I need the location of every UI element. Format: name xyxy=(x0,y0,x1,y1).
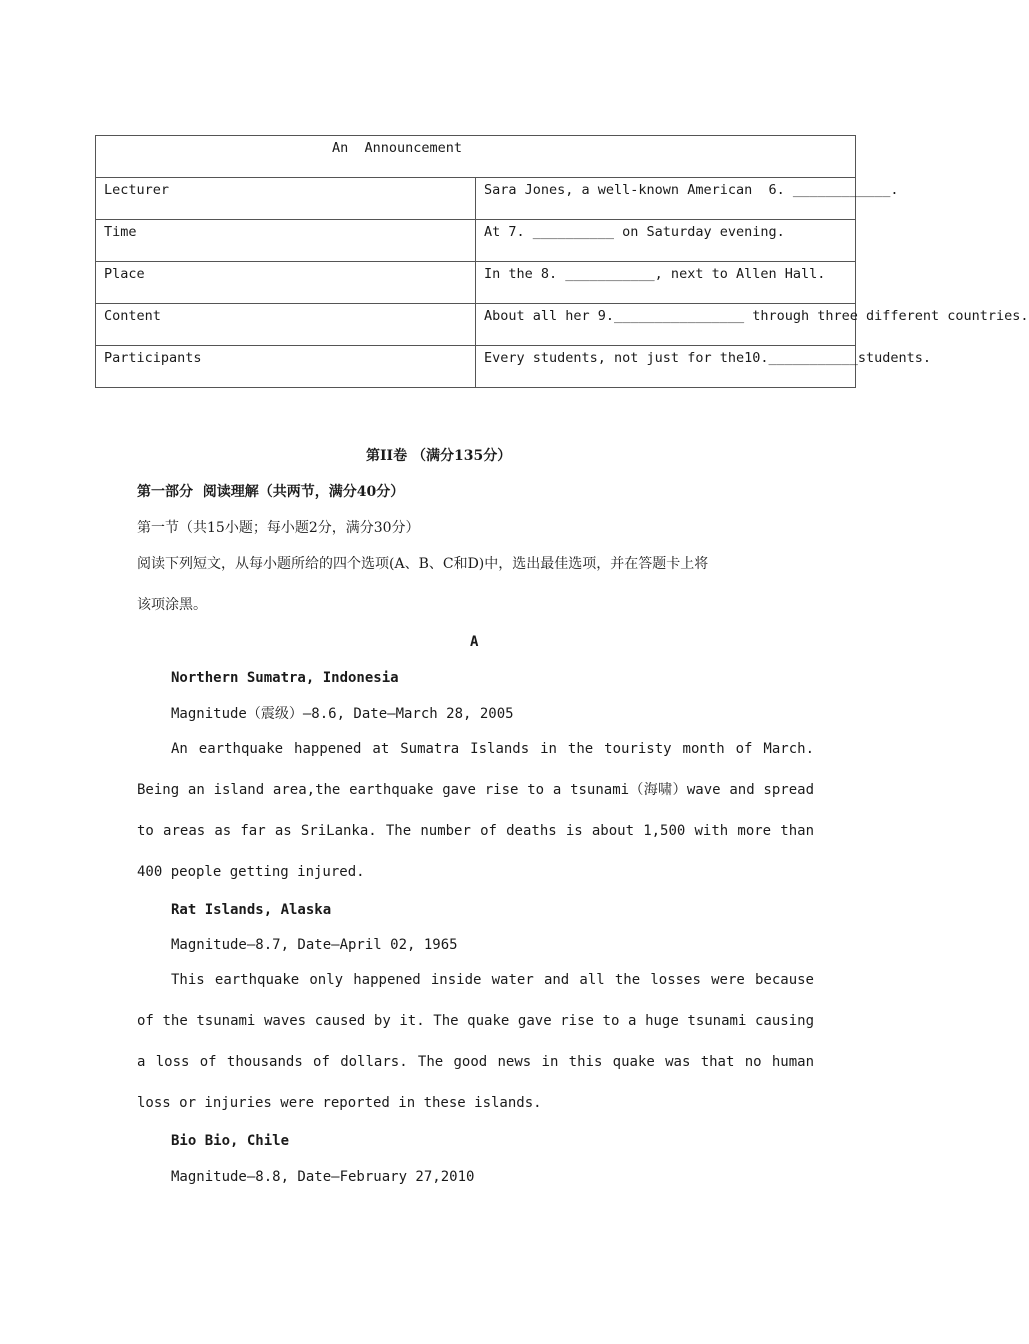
announcement-title: An Announcement xyxy=(96,136,856,178)
row-label: Lecturer xyxy=(96,178,476,220)
entry-body: An earthquake happened at Sumatra Islands in the touristy month of March. Being an island area,the earthquake gave rise to a tsunami（海啸）wave and spread to areas as far as SriLanka. The number of deaths is about 1,500 with more than 400 people getting injured. xyxy=(137,741,814,880)
entry-heading: Rat Islands, Alaska xyxy=(171,902,332,918)
passage-letter: A xyxy=(470,634,479,650)
entry-magnitude: Magnitude—8.8, Date—February 27,2010 xyxy=(171,1169,475,1185)
row-label: Time xyxy=(96,220,476,262)
entry-heading: Northern Sumatra, Indonesia xyxy=(171,670,399,686)
instruction-line-1: 阅读下列短文，从每小题所给的四个选项(A、B、C和D)中，选出最佳选项，并在答题卡上将 xyxy=(137,556,709,572)
row-value: Every students, not just for the10.___________students. xyxy=(476,346,856,388)
row-label: Content xyxy=(96,304,476,346)
entry-body: This earthquake only happened inside water and all the losses were because of the tsunami waves caused by it. The quake gave rise to a huge tsunami causing a loss of thousands of dollars. The good news in this quake was that no human loss or injuries were reported in these islands. xyxy=(137,972,814,1111)
row-value: At 7. __________ on Saturday evening. xyxy=(476,220,856,262)
entry-magnitude: Magnitude—8.7, Date—April 02, 1965 xyxy=(171,937,458,953)
table-row xyxy=(96,304,856,346)
row-value: In the 8. ___________, next to Allen Hall. xyxy=(476,262,856,304)
entry-magnitude: Magnitude（震级）—8.6, Date—March 28, 2005 xyxy=(171,706,514,722)
row-label: Participants xyxy=(96,346,476,388)
volume-title: 第II卷 （满分135分） xyxy=(366,448,512,464)
entry-heading: Bio Bio, Chile xyxy=(171,1133,290,1149)
row-label: Place xyxy=(96,262,476,304)
announcement-table xyxy=(95,135,1029,388)
row-value: About all her 9.________________ through three different countries. xyxy=(476,304,856,346)
subsection-title: 第一节（共15小题；每小题2分，满分30分） xyxy=(137,520,420,536)
table-row xyxy=(96,346,856,388)
instruction-line-2: 该项涂黑。 xyxy=(137,597,207,613)
table-row xyxy=(96,220,856,262)
table-row xyxy=(96,178,856,220)
row-value: Sara Jones, a well-known American 6. ____________. xyxy=(476,178,856,220)
table-row xyxy=(96,262,856,304)
part-title: 第一部分 阅读理解（共两节，满分40分） xyxy=(137,484,405,500)
